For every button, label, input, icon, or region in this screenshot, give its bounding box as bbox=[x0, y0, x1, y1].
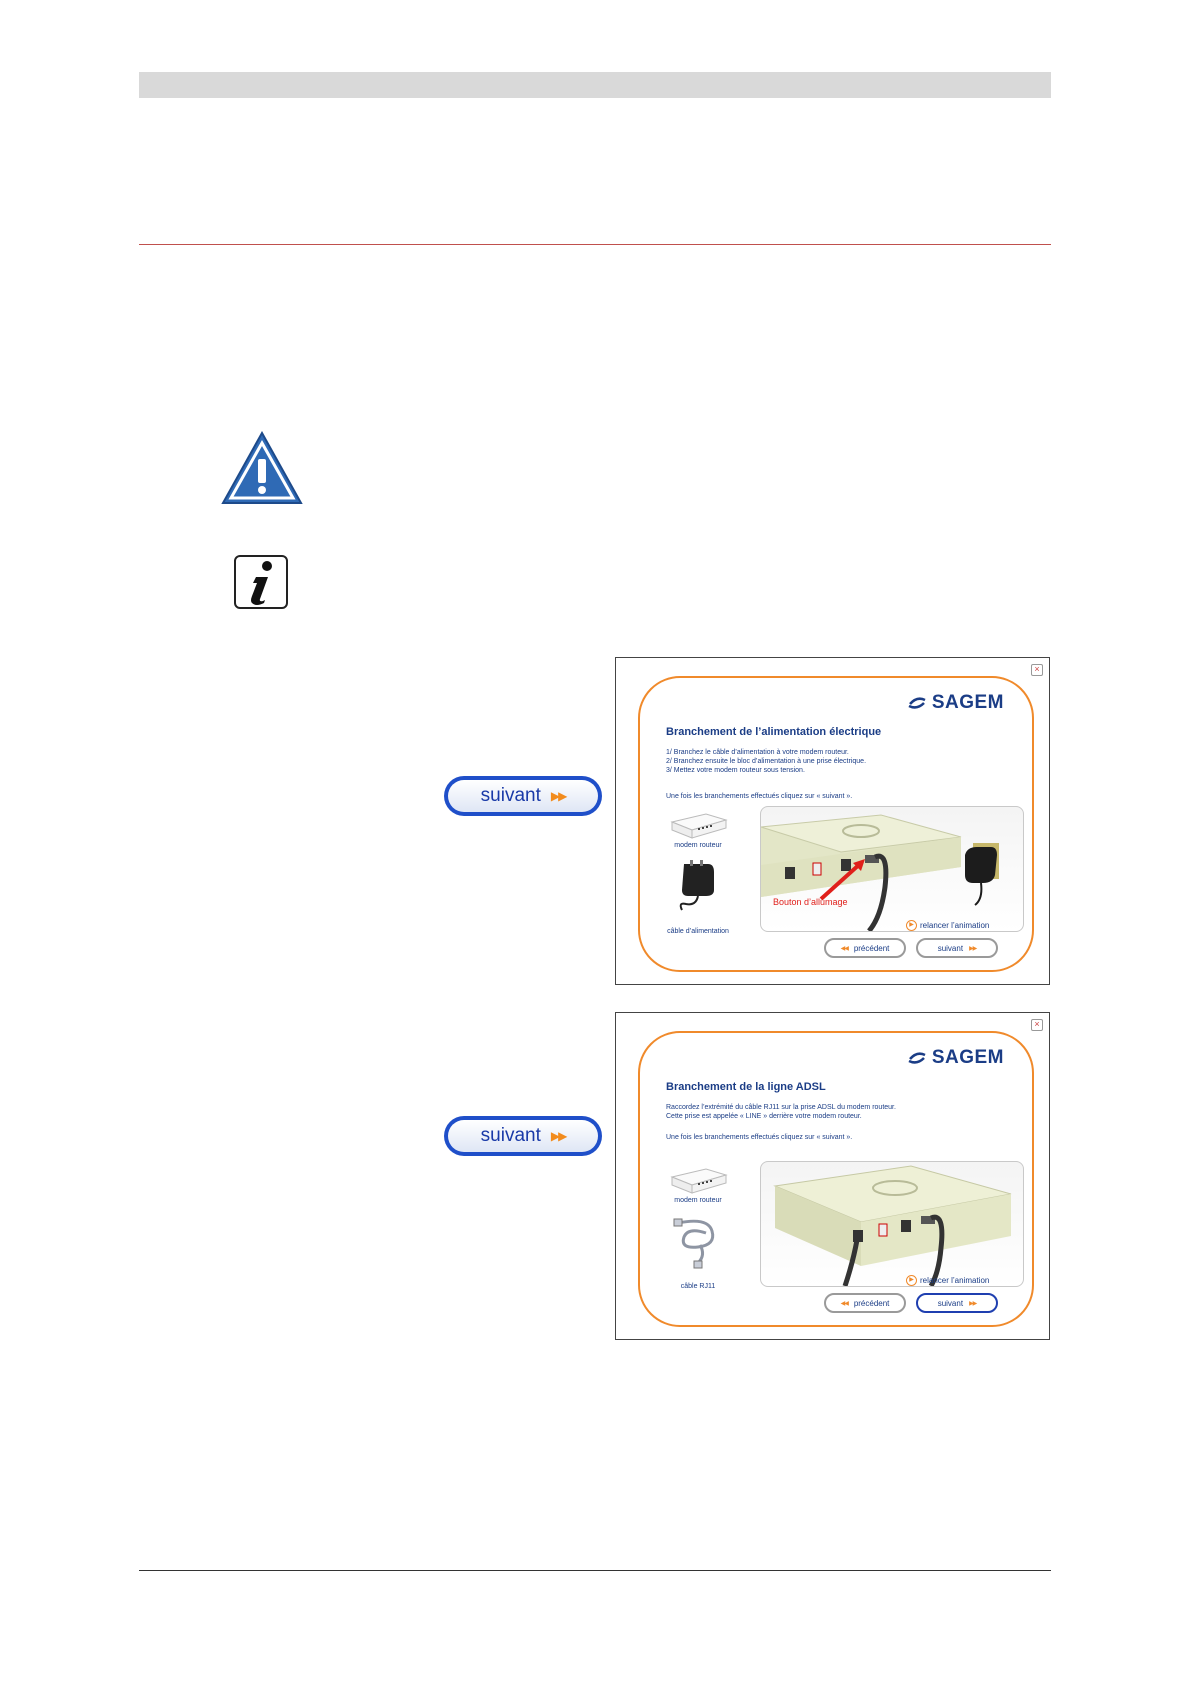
play-icon: ▶ bbox=[906, 920, 917, 931]
side-next-label: suivant bbox=[480, 785, 541, 806]
modem-adsl-illustration bbox=[761, 1162, 1023, 1286]
modem-back-illustration bbox=[761, 807, 1023, 931]
instruction-note: Une fois les branchements effectués cliquez sur « suivant ». bbox=[666, 1134, 853, 1141]
footer-divider bbox=[139, 1570, 1051, 1571]
installer-window-power bbox=[615, 657, 1050, 985]
sagem-swirl-icon bbox=[907, 695, 927, 711]
previous-label: précédent bbox=[853, 1298, 890, 1308]
modem-image bbox=[668, 808, 728, 840]
next-button[interactable] bbox=[916, 1293, 998, 1313]
side-next-button-2[interactable] bbox=[444, 1116, 602, 1156]
double-arrow-left-icon: ◀◀ bbox=[840, 945, 848, 952]
instruction-note: Une fois les branchements effectués cliquez sur « suivant ». bbox=[666, 793, 853, 800]
item-label: modem routeur bbox=[674, 842, 722, 849]
header-bar bbox=[139, 72, 1051, 98]
replay-label: relancer l’animation bbox=[920, 1276, 990, 1285]
replay-animation-link[interactable] bbox=[906, 1275, 989, 1286]
power-adapter-image bbox=[668, 860, 728, 914]
next-label: suivant bbox=[937, 1298, 964, 1308]
side-next-button-1[interactable] bbox=[444, 776, 602, 816]
sagem-swirl-icon bbox=[907, 1050, 927, 1066]
instruction-line: 2/ Branchez ensuite le bloc d’alimentation à une prise électrique. bbox=[666, 758, 867, 765]
animation-scene bbox=[760, 1161, 1024, 1287]
instructions bbox=[666, 1103, 896, 1121]
panel-title: Branchement de l’alimentation électrique bbox=[666, 726, 882, 738]
next-button[interactable] bbox=[916, 938, 998, 958]
modem-image bbox=[668, 1163, 728, 1195]
play-icon: ▶ bbox=[906, 1275, 917, 1286]
item-label: câble RJ11 bbox=[680, 1283, 716, 1290]
previous-label: précédent bbox=[853, 943, 890, 953]
side-next-label: suivant bbox=[480, 1125, 541, 1146]
item-label: modem routeur bbox=[674, 1197, 722, 1204]
instruction-line: 3/ Mettez votre modem routeur sous tension. bbox=[666, 767, 805, 774]
instruction-line: 1/ Branchez le câble d’alimentation à votre modem routeur. bbox=[666, 749, 849, 756]
close-icon[interactable]: × bbox=[1031, 1019, 1043, 1031]
instructions bbox=[666, 748, 866, 775]
previous-button[interactable] bbox=[824, 1293, 906, 1313]
power-button-callout: Bouton d’allumage bbox=[773, 897, 848, 907]
replay-animation-link[interactable] bbox=[906, 920, 989, 931]
double-arrow-right-icon: ▶▶ bbox=[550, 789, 566, 803]
installer-panel bbox=[638, 1031, 1034, 1327]
panel-title: Branchement de la ligne ADSL bbox=[666, 1081, 826, 1093]
section-divider bbox=[139, 244, 1051, 245]
warning-icon bbox=[221, 431, 303, 505]
next-label: suivant bbox=[937, 943, 964, 953]
replay-label: relancer l’animation bbox=[920, 921, 990, 930]
previous-button[interactable] bbox=[824, 938, 906, 958]
instruction-line: Raccordez l’extrémité du câble RJ11 sur la prise ADSL du modem routeur. bbox=[666, 1104, 896, 1111]
double-arrow-right-icon: ▶▶ bbox=[969, 1300, 977, 1307]
item-label: câble d’alimentation bbox=[667, 928, 729, 935]
installer-panel bbox=[638, 676, 1034, 972]
double-arrow-right-icon: ▶▶ bbox=[969, 945, 977, 952]
sagem-logo: SAGEM bbox=[907, 692, 1004, 714]
double-arrow-right-icon: ▶▶ bbox=[550, 1129, 566, 1143]
rj11-cable-image bbox=[668, 1215, 728, 1269]
double-arrow-left-icon: ◀◀ bbox=[840, 1300, 848, 1307]
instruction-line: Cette prise est appelée « LINE » derrière votre modem routeur. bbox=[666, 1113, 862, 1120]
animation-scene bbox=[760, 806, 1024, 932]
sagem-logo: SAGEM bbox=[907, 1047, 1004, 1069]
close-icon[interactable]: × bbox=[1031, 664, 1043, 676]
info-icon bbox=[234, 555, 288, 609]
installer-window-adsl bbox=[615, 1012, 1050, 1340]
